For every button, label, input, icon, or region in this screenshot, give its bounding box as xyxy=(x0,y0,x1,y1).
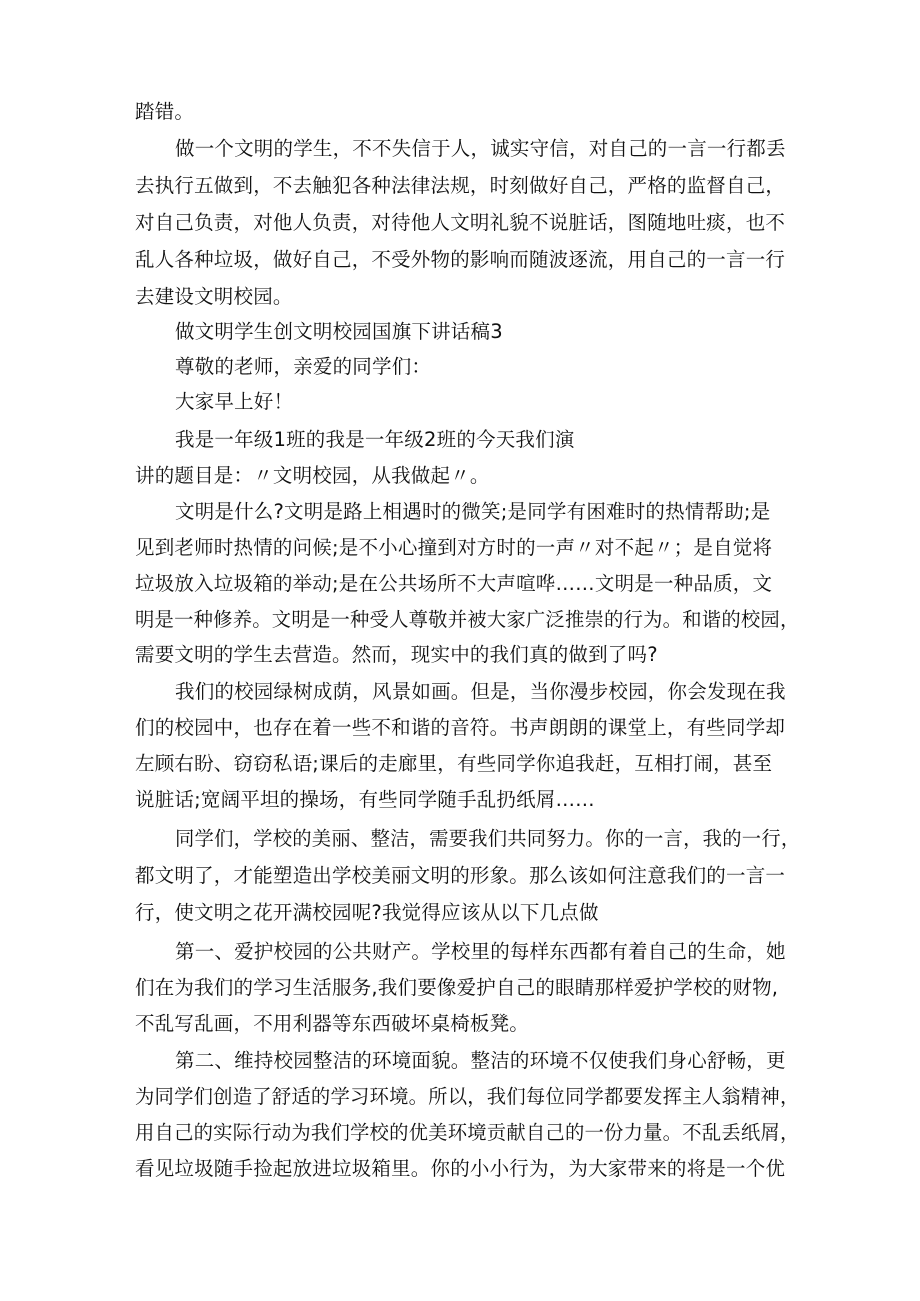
text-line: 我们的校园绿树成荫，风景如画。但是，当你漫步校园，你会发现在我 xyxy=(175,680,786,703)
text-line: 垃圾放入垃圾箱的举动;是在公共场所不大声喧哗……文明是一种品质，文 xyxy=(135,572,773,595)
text-line: 去建设文明校园。 xyxy=(135,285,293,308)
text-line: 对自己负责，对他人负责，对待他人文明礼貌不说脏话，图随地吐痰，也不 xyxy=(135,211,786,234)
text-line: 去执行五做到，不去触犯各种法律法规，时刻做好自己，严格的监督自己， xyxy=(135,174,786,197)
section-title: 做文明学生创文明校园国旗下讲话稿3 xyxy=(175,320,503,343)
text-line: 左顾右盼、窃窃私语;课后的走廊里，有些同学你追我赶，互相打闹，甚至 xyxy=(135,752,773,775)
text-line: 见到老师时热情的问候;是不小心撞到对方时的一声〃对不起〃；是自觉将 xyxy=(135,536,773,559)
text-line: 我是一年级1班的我是一年级2班的今天我们演 xyxy=(175,428,575,451)
text-line: 第一、爱护校园的公共财产。学校里的每样东西都有着自己的生命，她 xyxy=(175,940,786,963)
text-line: 同学们，学校的美丽、整洁，需要我们共同努力。你的一言，我的一行， xyxy=(175,827,801,850)
text-line: 乱人各种垃圾，做好自己，不受外物的影响而随波逐流，用自己的一言一行 xyxy=(135,248,786,271)
text-line: 文明是什么?文明是路上相遇时的微笑;是同学有困难时的热情帮助;是 xyxy=(175,500,771,523)
text-line: 明是一种修养。文明是一种受人尊敬并被大家广泛推崇的行为。和谐的校园， xyxy=(135,608,800,631)
text-line: 不乱写乱画，不用利器等东西破坏桌椅板凳。 xyxy=(135,1012,530,1035)
text-line: 说脏话;宽阔平坦的操场，有些同学随手乱扔纸屑…… xyxy=(135,788,595,811)
text-line: 看见垃圾随手捡起放进垃圾箱里。你的小小行为，为大家带来的将是一个优 xyxy=(135,1157,786,1180)
text-line: 行，使文明之花开满校园呢?我觉得应该从以下几点做 xyxy=(135,901,599,924)
text-line: 做一个文明的学生，不不失信于人，诚实守信，对自己的一言一行都丢 xyxy=(175,137,786,160)
salutation: 尊敬的老师，亲爱的同学们： xyxy=(175,355,432,378)
text-line: 们在为我们的学习生活服务,我们要像爱护自己的眼睛那样爱护学校的财物, xyxy=(135,976,779,999)
text-line: 需要文明的学生去营造。然而，现实中的我们真的做到了吗? xyxy=(135,643,658,666)
text-line: 讲的题目是：〃文明校园，从我做起〃。 xyxy=(135,464,490,487)
text-line: 踏错。 xyxy=(135,100,195,123)
text-line: 为同学们创造了舒适的学习环境。所以，我们每位同学都要发挥主人翁精神， xyxy=(135,1085,800,1108)
greeting: 大家早上好！ xyxy=(175,390,294,413)
text-line: 第二、维持校园整洁的环境面貌。整洁的环境不仅使我们身心舒畅，更 xyxy=(175,1049,786,1072)
text-line: 用自己的实际行动为我们学校的优美环境贡献自己的一份力量。不乱丢纸屑， xyxy=(135,1121,800,1144)
text-line: 都文明了，才能塑造出学校美丽文明的形象。那么该如何注意我们的一言一 xyxy=(135,864,786,887)
text-line: 们的校园中，也存在着一些不和谐的音符。书声朗朗的课堂上，有些同学却 xyxy=(135,716,786,739)
